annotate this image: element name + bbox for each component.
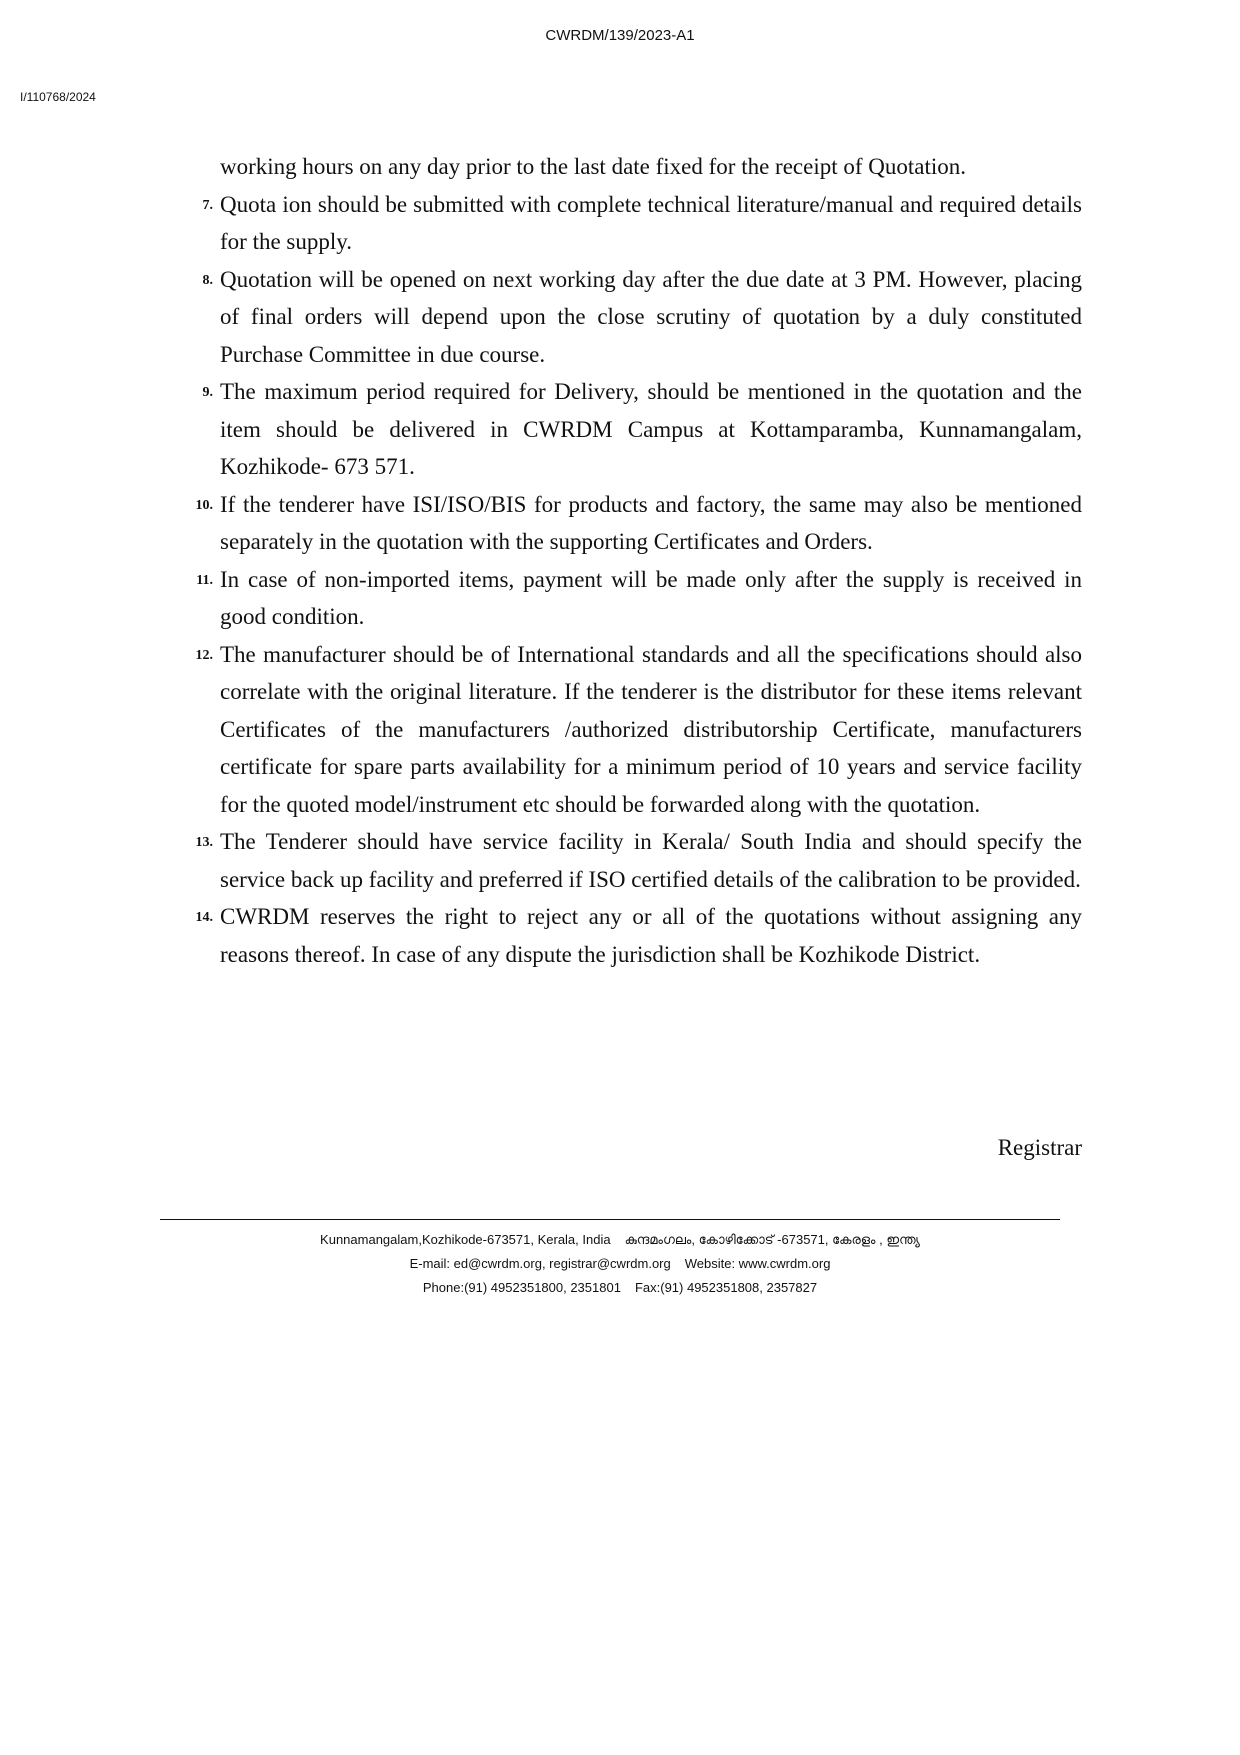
file-reference: CWRDM/139/2023-A1 xyxy=(545,27,695,44)
footer-website: Website: www.cwrdm.org xyxy=(684,1256,831,1271)
footer-phone-line xyxy=(0,1276,1240,1300)
footer-fax: Fax:(91) 4952351808, 2357827 xyxy=(634,1280,818,1295)
condition-item xyxy=(180,823,1082,898)
footer-divider xyxy=(160,1219,1060,1220)
footer xyxy=(0,1228,1240,1300)
condition-number: 8. xyxy=(202,272,213,288)
footer-address-line xyxy=(0,1228,1240,1252)
condition-item xyxy=(180,373,1082,486)
condition-text: If the tenderer have ISI/ISO/BIS for products and factory, the same may also be mentioned separately in the quotation with the supporting Certificates and Orders. xyxy=(220,491,1082,554)
signatory-title: Registrar xyxy=(997,1135,1082,1160)
footer-address-english: Kunnamangalam,Kozhikode-673571, Kerala, India xyxy=(320,1232,611,1247)
condition-text: Quota ion should be submitted with complete technical literature/manual and required details for the supply. xyxy=(220,191,1082,254)
condition-text: The manufacturer should be of International standards and all the specifications should also correlate with the original literature. If the tenderer is the distributor for these items relevant Certificates of the manufacturers /authorized distributorship Certificate, manufacturers certificate for spare parts availability for a minimum period of 10 years and service facility for the quoted model/instrument etc should be forwarded along with the quotation. xyxy=(220,641,1082,817)
condition-number: 11. xyxy=(196,572,213,588)
condition-text: Quotation will be opened on next working day after the due date at 3 PM. However, placing of final orders will depend upon the close scrutiny of quotation by a duly constituted Purchase Committee in due course. xyxy=(220,266,1082,367)
condition-number: 14. xyxy=(195,910,213,925)
condition-item xyxy=(180,898,1082,973)
condition-text: CWRDM reserves the right to reject any or all of the quotations without assigning any reasons thereof. In case of any dispute the jurisdiction shall be Kozhikode District. xyxy=(220,904,1082,967)
conditions-list xyxy=(180,186,1082,974)
condition-item xyxy=(180,636,1082,824)
condition-text: The maximum period required for Delivery, should be mentioned in the quotation and the item should be delivered in CWRDM Campus at Kottamparamba, Kunnamangalam, Kozhikode- 673 571. xyxy=(220,379,1082,479)
condition-number: 12. xyxy=(195,647,213,663)
condition-number: 9. xyxy=(202,385,213,400)
condition-text: The Tenderer should have service facility in Kerala/ South India and should specify the service back up facility and preferred if ISO certified details of the calibration to be provided. xyxy=(220,829,1082,892)
condition-item xyxy=(180,486,1082,561)
condition-item xyxy=(180,186,1082,261)
condition-number: 7. xyxy=(202,197,213,213)
footer-phone: Phone:(91) 4952351800, 2351801 xyxy=(422,1280,621,1295)
condition-text: In case of non-imported items, payment will be made only after the supply is received in good condition. xyxy=(220,566,1082,629)
condition-number: 13. xyxy=(195,835,213,850)
condition-item xyxy=(180,561,1082,636)
document-body xyxy=(180,148,1082,973)
continuation-text: working hours on any day prior to the last date fixed for the receipt of Quotation. xyxy=(220,154,967,179)
footer-email: E-mail: ed@cwrdm.org, registrar@cwrdm.org xyxy=(409,1256,671,1271)
footer-contact-line xyxy=(0,1252,1240,1276)
footer-address-malayalam: കുന്ദമംഗലം, കോഴിക്കോട് -673571, കേരളം , ഇന്ത്യ xyxy=(624,1232,920,1247)
condition-number: 10. xyxy=(195,497,213,513)
inward-number: I/110768/2024 xyxy=(20,90,96,104)
condition-item xyxy=(180,261,1082,374)
